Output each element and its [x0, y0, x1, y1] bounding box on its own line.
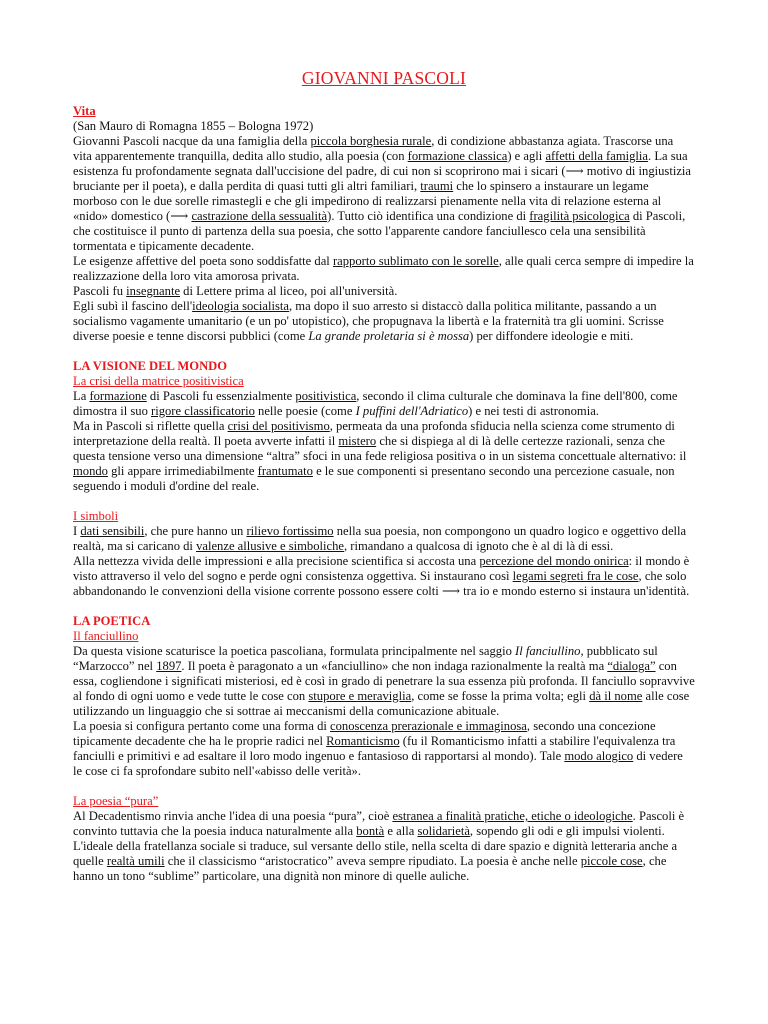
- page-title: GIOVANNI PASCOLI: [301, 68, 467, 88]
- underlined-term: dati sensibili: [80, 524, 145, 538]
- underlined-term: rigore classificatorio: [151, 404, 255, 418]
- heading-la-poetica: LA POETICA: [73, 614, 151, 628]
- crisi-paragraph-2: [73, 419, 695, 494]
- pura-paragraph-1: [73, 809, 695, 884]
- underlined-term: mondo: [73, 464, 108, 478]
- text-run: Alla nettezza vivida delle impressioni e alla precisione scientifica si accosta una: [73, 554, 480, 568]
- underlined-term: conoscenza prerazionale e immaginosa: [330, 719, 527, 733]
- text-run: Da questa visione scaturisce la poetica pascoliana, formulata principalmente nel saggio: [73, 644, 516, 658]
- underlined-term: bontà: [356, 824, 385, 838]
- vita-paragraph-2: [73, 254, 695, 284]
- text-run: : il mondo è visto attraverso il velo del sogno e perde ogni consistenza oggettiva. Si instaurano così: [73, 554, 690, 583]
- text-run: e alla: [384, 824, 418, 838]
- text-run: La poesia si configura pertanto come una forma di: [73, 719, 331, 733]
- text-run: ) e nei testi di astronomia.: [468, 404, 599, 418]
- text-run: Al Decadentismo rinvia anche l'idea di una poesia “pura”, cioè: [73, 809, 393, 823]
- italic-title: I puffini dell'Adriatico: [355, 404, 469, 418]
- underlined-term: “dialoga”: [607, 659, 656, 673]
- underlined-term: stupore e meraviglia: [308, 689, 412, 703]
- text-run: , pubblicato sul “Marzocco” nel: [73, 644, 658, 673]
- text-run: Le esigenze affettive del poeta sono soddisfatte dal: [73, 254, 333, 268]
- underlined-term: mistero: [338, 434, 377, 448]
- underlined-term: frantumato: [257, 464, 313, 478]
- underlined-term: realtà umili: [106, 854, 165, 868]
- underlined-term: legami segreti fra le cose: [512, 569, 639, 583]
- underlined-term: 1897: [156, 659, 182, 673]
- underlined-term: positivistica: [295, 389, 357, 403]
- text-run: . La sua esistenza fu profondamente segnata dall'uccisione del padre, di cui non si scoprirono mai i sicari (⟶ motivo di ingiustizia bruciante per il poeta), e dalla perdita di quasi tutti gli altri familiari,: [73, 149, 692, 193]
- vita-paragraph-3: [73, 284, 695, 299]
- subheading-poesia-pura: La poesia “pura”: [73, 794, 159, 808]
- text-run: , ma dopo il suo arresto si distaccò dalla politica militante, passando a un socialismo vagamente umanitario (e un po' utopistico), che propugnava la libertà e la fraternità tra gli uomini. Scrisse diverse poesie e tenne discorsi pubblici (come: [73, 299, 664, 343]
- text-run: ) per diffondere ideologie e miti.: [469, 329, 634, 343]
- text-run: , che pure hanno un: [144, 524, 247, 538]
- heading-visione-del-mondo: LA VISIONE DEL MONDO: [73, 359, 228, 373]
- text-run: , che hanno un tono “sublime” particolare, una dignità non minore di quelle auliche.: [73, 854, 667, 883]
- text-run: di Pascoli, che costituisce il punto di partenza della sua poesia, che sotto l'apparente candore fanciullesco cela una sensibilità tormentata e tipicamente decadente.: [73, 209, 686, 253]
- text-run: , secondo una concezione tipicamente decadente che ha le proprie radici nel: [73, 719, 656, 748]
- underlined-term: insegnante: [126, 284, 181, 298]
- text-run: , alle quali cerca sempre di impedire la realizzazione della loro vita amorosa privata.: [73, 254, 694, 283]
- vita-paragraph-4: [73, 299, 695, 344]
- text-run: Ma in Pascoli si riflette quella: [73, 419, 228, 433]
- text-run: Egli subì il fascino dell': [73, 299, 193, 313]
- document-page: [73, 68, 695, 884]
- text-run: gli appare irrimediabilmente: [107, 464, 258, 478]
- text-run: , che solo abbandonando le convenzioni della visione corrente possono essere colti ⟶ tra io e mondo esterno si instaura un'identità.: [73, 569, 690, 598]
- italic-title: Il fanciullino: [515, 644, 581, 658]
- fanciullino-paragraph-2: [73, 719, 695, 779]
- subheading-fanciullino: Il fanciullino: [73, 629, 139, 643]
- text-run: , di condizione abbastanza agiata. Trascorse una vita apparentemente tranquilla, dedita allo studio, alla poesia (con: [73, 134, 674, 163]
- underlined-term: Romanticismo: [326, 734, 400, 748]
- underlined-term: valenze allusive e simboliche: [196, 539, 344, 553]
- text-run: , rimandano a qualcosa di ignoto che è al di là di essi.: [344, 539, 614, 553]
- text-run: nella sua poesia, non compongono un quadro logico e oggettivo della realtà, ma si caricano di: [73, 524, 687, 553]
- text-run: di vedere le cose ci fa sprofondare subito nell'«abisso delle verità».: [73, 749, 683, 778]
- fanciullino-paragraph-1: [73, 644, 695, 719]
- underlined-term: estranea a finalità pratiche, etiche o ideologiche: [392, 809, 633, 823]
- text-run: La: [73, 389, 90, 403]
- underlined-term: traumi: [420, 179, 454, 193]
- text-run: di Pascoli fu essenzialmente: [146, 389, 296, 403]
- text-run: e le sue componenti si presentano secondo una percezione casuale, non seguendo i moduli d'ordine del reale.: [73, 464, 675, 493]
- text-run: , secondo il clima culturale che dominava la fine dell'800, come dimostra il suo: [73, 389, 678, 418]
- text-run: Giovanni Pascoli nacque da una famiglia della: [73, 134, 311, 148]
- subheading-simboli: I simboli: [73, 509, 119, 523]
- underlined-term: affetti della famiglia: [545, 149, 649, 163]
- text-run: con essa, cogliendone i significati misteriosi, ed è così in grado di penetrare la sua essenza più profonda. Il fanciullo sopravvive al fondo di ogni uomo e vede tutte le cose con: [73, 659, 695, 703]
- text-run: ) e agli: [507, 149, 546, 163]
- crisi-paragraph-1: [73, 389, 695, 419]
- underlined-term: piccole cose: [580, 854, 643, 868]
- simboli-paragraph-1: [73, 524, 695, 554]
- text-run: di Lettere prima al liceo, poi all'università.: [180, 284, 398, 298]
- underlined-term: solidarietà: [417, 824, 470, 838]
- text-run: (fu il Romanticismo infatti a stabilire l'equivalenza tra fanciulli e primitivi e ad esaltare il loro modo ingenuo e fantasioso di rapportarsi al mondo). Tale: [73, 734, 676, 763]
- underlined-term: percezione del mondo onirica: [479, 554, 629, 568]
- text-run: ). Tutto ciò identifica una condizione di: [327, 209, 530, 223]
- underlined-term: piccola borghesia rurale: [310, 134, 432, 148]
- underlined-term: formazione classica: [407, 149, 508, 163]
- subheading-crisi: La crisi della matrice positivistica: [73, 374, 244, 388]
- text-run: alle cose utilizzando un linguaggio che si sottrae ai meccanismi della comunicazione abituale.: [73, 689, 690, 718]
- underlined-term: formazione: [89, 389, 147, 403]
- underlined-term: modo alogico: [564, 749, 634, 763]
- text-run: . Pascoli è convinto tuttavia che la poesia induca naturalmente alla: [73, 809, 685, 838]
- text-run: che lo spinsero a instaurare un legame morboso con le due sorelle rimastegli e che gli impedirono di realizzarsi pienamente nella vita di relazione esterna al «nido» domestico (⟶: [73, 179, 662, 223]
- text-run: Pascoli fu: [73, 284, 127, 298]
- underlined-term: fragilità psicologica: [529, 209, 630, 223]
- text-run: nelle poesie (come: [254, 404, 356, 418]
- simboli-paragraph-2: [73, 554, 695, 599]
- text-run: , permeata da una profonda sfiducia nella scienza come strumento di interpretazione della realtà. Il poeta avverte infatti il: [73, 419, 675, 448]
- underlined-term: rapporto sublimato con le sorelle: [332, 254, 499, 268]
- heading-vita: Vita: [73, 104, 96, 118]
- underlined-term: ideologia socialista: [192, 299, 289, 313]
- vita-paragraph-1: [73, 134, 695, 254]
- text-run: I: [73, 524, 81, 538]
- text-run: , come se fosse la prima volta; egli: [411, 689, 590, 703]
- underlined-term: rilievo fortissimo: [246, 524, 334, 538]
- text-run: che il classicismo “aristocratico” aveva sempre ripudiato. La poesia è anche nelle: [164, 854, 581, 868]
- text-run: che si dispiega al di là delle certezze razionali, senza che questa tensione verso una dimensione “altra” sfoci in una fede religiosa positiva o in un sistema concettuale alternativo: il: [73, 434, 687, 463]
- text-run: . Il poeta è paragonato a un «fanciullino» che non indaga razionalmente la realtà ma: [181, 659, 608, 673]
- underlined-term: castrazione della sessualità: [191, 209, 328, 223]
- text-run: , sopendo gli odi e gli impulsi violenti. L'ideale della fratellanza sociale si traduce, sul versante dello stile, nella scelta di dare spazio e dignità letteraria anche a quelle: [73, 824, 678, 868]
- vita-dates: (San Mauro di Romagna 1855 – Bologna 1972): [73, 119, 314, 133]
- italic-title: La grande proletaria si è mossa: [308, 329, 470, 343]
- underlined-term: crisi del positivismo: [227, 419, 330, 433]
- underlined-term: dà il nome: [589, 689, 643, 703]
